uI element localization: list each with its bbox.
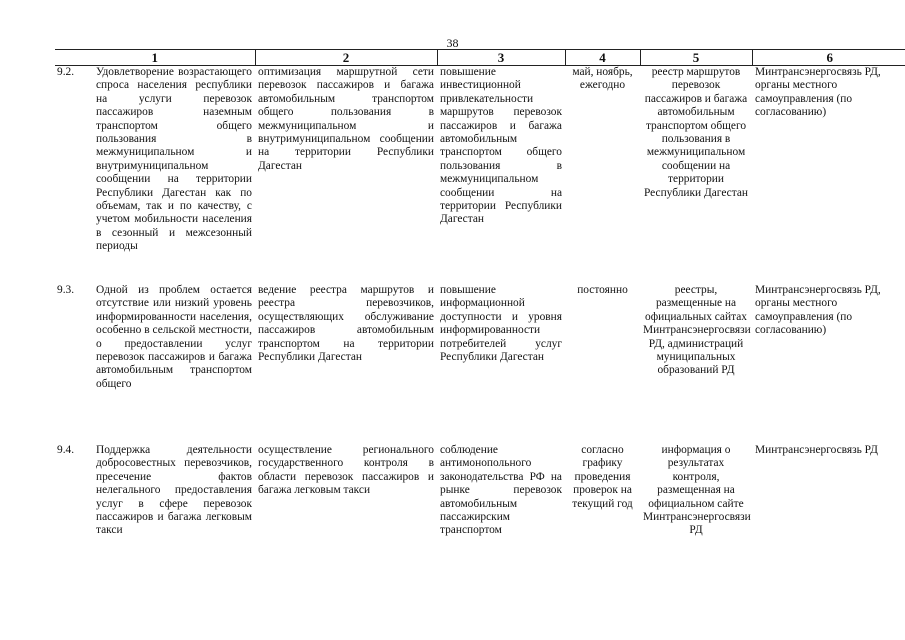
page-number: 38 xyxy=(446,36,459,50)
deadline-cell: май, ноябрь, ежегодно xyxy=(572,66,633,92)
row-number: 9.4. xyxy=(57,444,75,456)
table-row xyxy=(55,444,905,538)
measure-cell: оптимизация маршрутной сети перевозок пассажиров и багажа автомобильным транспортом общего пользования в межмуниципальном и внутримуниципальном сообщении на территории Республики Дагестан xyxy=(258,66,434,172)
header-cell: 1 xyxy=(55,50,255,66)
header-row xyxy=(55,50,905,66)
row-number: 9.2. xyxy=(57,66,75,78)
table-row xyxy=(55,66,905,285)
executor-cell: Минтрансэнергосвязь РД xyxy=(755,444,878,456)
header-cell: 4 xyxy=(565,50,640,66)
task-cell: Одной из проблем остается отсутствие или низкий уровень информированности населения, особенно в сельской местности, о предоставлении услуг перевозок пассажиров и багажа автомобильным транспортом общего xyxy=(96,284,252,390)
deadline-cell: согласно графику проведения проверок на текущий год xyxy=(572,444,633,510)
table-row xyxy=(55,284,905,444)
header-cell: 6 xyxy=(752,50,905,66)
measure-cell: ведение реестра маршрутов и реестра перевозчиков, осуществляющих обслуживание пассажиров автомобильным транспортом на территории Республики Дагестан xyxy=(258,284,434,364)
task-cell: Поддержка деятельности добросовестных перевозчиков, пресечение фактов нелегального предоставления услуг в сфере перевозок пассажиров и багажа легковым такси xyxy=(96,444,252,537)
deadline-cell: постоянно xyxy=(577,284,628,296)
result-cell: повышение информационной доступности и уровня информированности потребителей услуг Республики Дагестан xyxy=(440,284,562,364)
header-cell: 2 xyxy=(255,50,437,66)
document-cell: информация о результатах контроля, размещенная на официальном сайте Минтрансэнергосвязи РД xyxy=(643,444,751,537)
header-cell: 3 xyxy=(437,50,565,66)
result-cell: повышение инвестиционной привлекательности маршрутов перевозок пассажиров и багажа автомобильным транспортом общего пользования в межмуниципальном сообщении на территории Республики Дагестан xyxy=(440,66,562,226)
executor-cell: Минтрансэнергосвязь РД, органы местного самоуправления (по согласованию) xyxy=(755,66,881,119)
document-cell: реестр маршрутов перевозок пассажиров и багажа автомобильным транспортом общего пользования в межмуниципальном сообщении на территории Республики Дагестан xyxy=(643,66,748,199)
header-cell: 5 xyxy=(640,50,752,66)
measures-table xyxy=(55,49,905,538)
measure-cell: осуществление регионального государственного контроля в области перевозок пассажиров и багажа легковым такси xyxy=(258,444,434,497)
task-cell: Удовлетворение возрастающего спроса населения республики на услуги перевозок пассажиров наземным транспортом общего пользования в межмуниципальном и внутримуниципальном сообщении на территории Республики Дагестан как по объемам, так и по качеству, с учетом мобильности населения в сезонный и межсезонный периоды xyxy=(96,66,252,253)
document-cell: реестры, размещенные на официальных сайтах Минтрансэнергосвязи РД, администраций муниципальных образований РД xyxy=(643,284,751,377)
executor-cell: Минтрансэнергосвязь РД, органы местного самоуправления (по согласованию) xyxy=(755,284,881,337)
result-cell: соблюдение антимонопольного законодательства РФ на рынке перевозок автомобильным пассажирским транспортом xyxy=(440,444,562,537)
row-number: 9.3. xyxy=(57,284,75,296)
